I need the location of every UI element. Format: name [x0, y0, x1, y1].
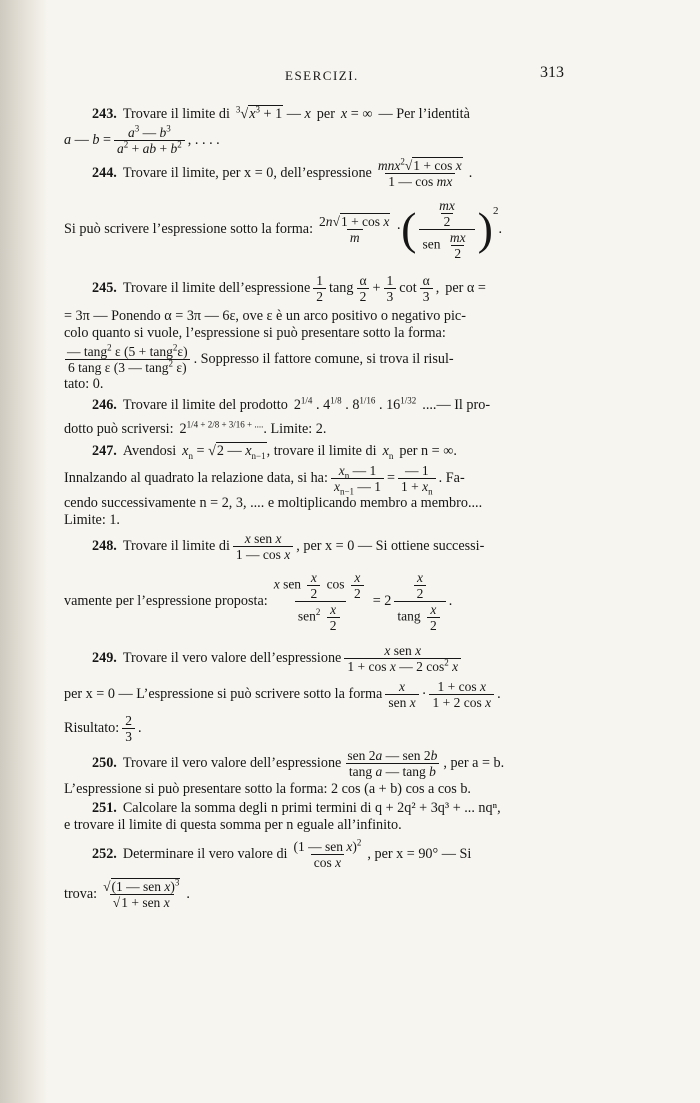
exercise-text-run: Trovare il vero valore dell’espressione — [122, 754, 342, 771]
exercise-text-run: per α = — [445, 279, 486, 296]
exercise-text-run: . Limite: 2. — [263, 420, 327, 437]
exercise-247-line1 — [64, 441, 576, 461]
exercise-249-line3: Risultato: $\frac{2}{3}$ . — [64, 712, 142, 744]
formula: $^3√x^3 + 1$ — x — [235, 103, 311, 122]
page-binding-shadow — [0, 0, 48, 1103]
exercise-text-run: Determinare il vero valore di — [122, 845, 288, 862]
page-header — [0, 62, 700, 86]
exercise-text-run: trova: — [64, 885, 98, 902]
exercise-number: 246. — [92, 396, 117, 413]
exercise-245-line1: 245. Trovare il limite dell’espressione $\frac{1}{2}$ tang $\frac{\alpha}{2}$ + $\frac{1}{3}$ cot $\frac{\alpha}{3}$ , per α = — [92, 272, 486, 304]
exercise-text — [64, 104, 576, 914]
page-number: 313 — [540, 64, 564, 81]
exercise-number: 247. — [92, 442, 117, 459]
exercise-number: 244. — [92, 164, 117, 181]
formula: a — b = — [64, 131, 112, 148]
exercise-text-run: Trovare il limite dell’espressione — [122, 279, 311, 296]
exercise-text-run: Trovare il vero valore dell’espressione — [122, 649, 342, 666]
exercise-247-line2: Innalzando al quadrato la relazione data, si ha: $\frac{x_n — 1}{x_{n-1} — 1}$ = $\frac{— 1}{1 + x_n}$ . Fa- — [64, 462, 465, 497]
exercise-250-line1: 250. Trovare il vero valore dell’espressione $\frac{\text{sen 2a — sen 2b}}{\text{tang a — tang b}}$ , per a = b. — [92, 747, 505, 779]
exercise-248-line1: 248. Trovare il limite di $\frac{\text{x sen x}}{\text{1 — cos x}}$ , per x = 0 — Si ottiene successi- — [92, 530, 485, 562]
exercise-text-run: per x = 0 — L’espressione si può scrivere sotto la forma — [64, 685, 383, 702]
exercise-247-line3: cendo successivamente n = 2, 3, .... e moltiplicando membro a membro.... — [64, 495, 483, 511]
exercise-251-line2: e trovare il limite di questa somma per n eguale all’infinito. — [64, 817, 402, 833]
exercise-number: 250. — [92, 754, 117, 771]
exercise-text-run: Innalzando al quadrato la relazione data, si ha: — [64, 469, 328, 486]
exercise-text-run: ....— Il pro- — [422, 396, 491, 413]
exercise-246-line1 — [64, 393, 576, 417]
exercise-243-line1 — [64, 104, 576, 124]
exercise-text-run: Si può scrivere l’espressione sotto la forma: — [64, 220, 314, 237]
exercise-text-run: , per a = b. — [443, 754, 505, 771]
fraction: $\frac{a^3 — b^3}{a^2 + ab + b^2}$ — [114, 125, 185, 156]
exercise-244-line1: 244. Trovare il limite, per x = 0, dell’espressione $\frac{mnx^2√1 + \cos x}{\text{1 — cos mx}}$ . — [92, 156, 473, 189]
formula: $x_n$ — [382, 442, 394, 461]
exercise-text-run: per — [316, 105, 335, 122]
exercise-number: 245. — [92, 279, 117, 296]
formula: $2^{1/4}$ . $4^{1/8}$ . $8^{1/16}$ . $16^{1/32}$ — [293, 394, 417, 413]
exercise-text-run: per n = ∞. — [399, 442, 457, 459]
exercise-text-run: Calcolare la somma degli n primi termini di q + 2q² + 3q³ + ... nqⁿ, — [122, 800, 501, 816]
exercise-number: 251. — [92, 800, 117, 816]
exercise-text-run: — Per l’identità — [378, 105, 470, 122]
exercise-number: 252. — [92, 845, 117, 862]
exercise-245-line2: = 3π — Ponendo α = 3π — 6ε, ove ε è un arco positivo o negativo pic- — [64, 308, 466, 324]
formula: x = ∞ — [340, 105, 373, 122]
exercise-text-run: Trovare il limite di — [122, 537, 230, 554]
exercise-text-run: , per x = 0 — Si ottiene successi- — [296, 537, 485, 554]
formula: $2^{1/4 + 2/8 + 3/16 + ....}$ — [179, 418, 264, 437]
exercise-245-line4 — [64, 342, 576, 376]
exercise-text-run: Trovare il limite, per x = 0, dell’espressione — [122, 164, 372, 181]
exercise-246-line2 — [64, 417, 576, 441]
exercise-text-run: , per x = 90° — Si — [367, 845, 472, 862]
exercise-number: 243. — [92, 105, 117, 122]
exercise-251-line1 — [64, 800, 576, 817]
fraction: $\frac{— \tan g^2 \varepsilon (5 + \tan g^2\varepsilon)}{6 \tan g \varepsilon (3 — \tan g^2 \varepsilon)}$ — [67, 342, 188, 375]
fraction: $\frac{\text{2n√1 + cos x}}{m}$ — [319, 213, 390, 245]
exercise-248-line2: vamente per l’espressione proposta: x sen $\frac{x}{2}$ cos $\frac{x}{2}$ sen$^2$ $\frac{x}{2}$ = 2 $\frac{x}{2}$ tang $\frac{x}{2}$ . — [64, 569, 453, 633]
exercise-text-run: Avendosi — [122, 442, 177, 459]
exercise-number: 249. — [92, 649, 117, 666]
fraction: $\frac{mx}{2}$ sen $\frac{mx}{2}$ — [419, 198, 474, 261]
formula: $x_n = √2$ — $x_{n-1}$ — [182, 442, 266, 461]
exercise-250-line2: L’espressione si può presentare sotto la forma: 2 cos (a + b) cos a cos b. — [64, 781, 471, 797]
exercise-text-run: . Soppresso il fattore comune, si trova il risul- — [193, 350, 454, 367]
exercise-text-run: . Fa- — [438, 469, 465, 486]
exercise-number: 248. — [92, 537, 117, 554]
fraction: $\frac{x}{2}$ tang $\frac{x}{2}$ — [394, 570, 445, 633]
exercise-252-line1: 252. Determinare il vero valore di $\frac{(1 — sen x)^2}{\text{cos x}}$ , per x = 90° — Si — [92, 837, 472, 870]
fraction: $\frac{mnx^2√1 + \cos x}{\text{1 — cos mx}}$ — [377, 156, 462, 189]
fraction: x sen $\frac{x}{2}$ cos $\frac{x}{2}$ sen$^2$ $\frac{x}{2}$ — [271, 570, 370, 633]
exercise-text-run: dotto può scriversi: — [64, 420, 174, 437]
exercise-244-line2: Si può scrivere l’espressione sotto la forma: $\frac{\text{2n√1 + cos x}}{m}$ · ( $\frac{mx}{2}$ sen $\frac{mx}{2}$ ) $^2$ . — [64, 197, 502, 261]
exercise-243-line2: a — b = $\frac{a^3 — b^3}{a^2 + ab + b^2}$ , . . . . — [64, 123, 220, 156]
exercise-text-run: vamente per l’espressione proposta: — [64, 592, 268, 609]
exercise-249-line1: 249. Trovare il vero valore dell’espressione $\frac{\text{x sen x}}{1 + \cos x — 2 \cos^2 x}$ — [64, 639, 576, 677]
exercise-text-run: Trovare il limite di — [122, 105, 230, 122]
running-title: ESERCIZI. — [285, 68, 359, 83]
exercise-252-line2: trova: $\frac{√(1 — sen x)^3}{\text{√1 + sen x}}$ . — [64, 877, 190, 910]
exercise-text-run: , trovare il limite di — [266, 442, 377, 459]
exercise-249-line2: per x = 0 — L’espressione si può scrivere sotto la forma $\frac{x}{\text{sen x}}$ · $\frac{\text{1 + cos x}}{\text{1 + 2 cos x}}$ . — [64, 678, 501, 710]
exercise-245-line5: tato: 0. — [64, 376, 104, 392]
exercise-247-line4: Limite: 1. — [64, 512, 120, 528]
exercise-text-run: Risultato: — [64, 719, 120, 736]
exercise-text-run: Trovare il limite del prodotto — [122, 396, 288, 413]
exercise-245-line3: colo quanto si vuole, l’espressione si può presentare sotto la forma: — [64, 325, 446, 341]
